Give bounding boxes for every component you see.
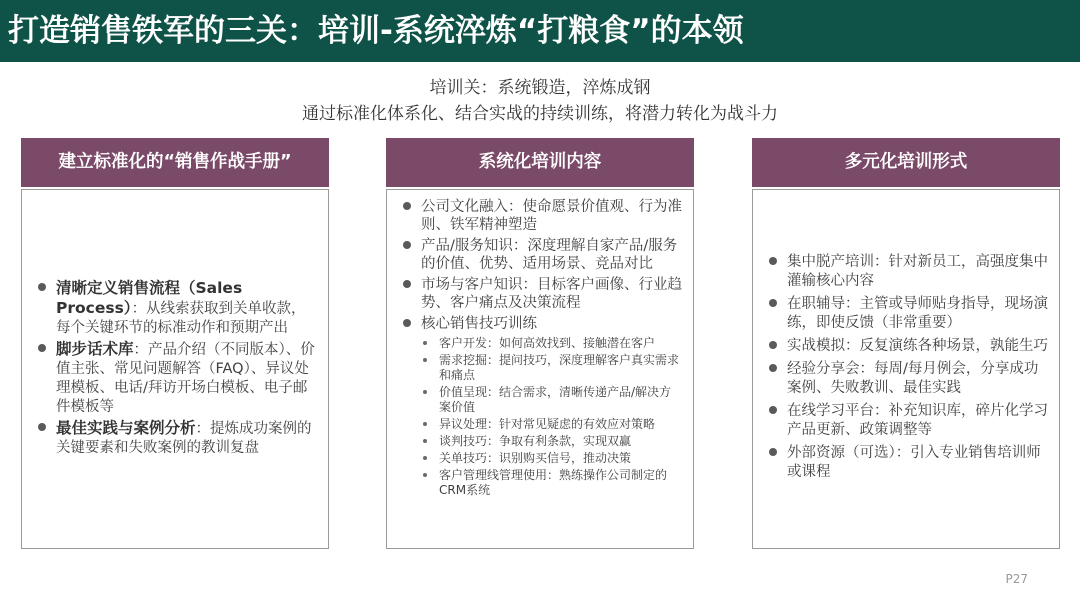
bullet-icon [769,341,777,349]
slide-title: 打造销售铁军的三关：培训-系统淬炼“打粮食”的本领 [0,0,1080,62]
column-body [752,189,1060,549]
sub-bullet-icon [423,341,427,345]
item-term: 最佳实践与案例分析 [56,418,196,437]
sub-item-text: 需求挖掘：提问技巧，深度理解客户真实需求和痛点 [439,353,680,382]
bullet-icon [403,202,411,210]
item-text: 核心销售技巧训练 [421,316,537,332]
bullet-icon [769,257,777,265]
bullet-icon [403,241,411,249]
list-item [765,295,1049,333]
column-header: 系统化培训内容 [386,138,694,187]
list-item [34,419,318,458]
item-text: 外部资源（可选）：引入专业销售培训师或课程 [787,444,1041,480]
list-item [765,337,1049,356]
item-text: 公司文化融入：使命愿景价值观、行为准则、铁军精神塑造 [421,199,682,233]
list-item [765,360,1049,398]
list-item [34,279,318,338]
bullet-list [765,253,1049,486]
bullet-icon [38,344,46,352]
subtitle-line-2: 通过标准化体系化、结合实战的持续训练，将潜力转化为战斗力 [302,104,778,124]
sub-list-item [417,353,683,383]
list-item [399,198,683,234]
sub-bullet-icon [423,456,427,460]
sub-bullet-list [417,336,683,500]
sub-list-item [417,451,683,466]
list-item [34,340,318,417]
column-sales-manual [21,138,329,549]
item-term: 脚步话术库 [56,339,134,358]
item-text: ：产品介绍（不同版本）、价值主张、常见问题解答（FAQ）、异议处理模板、电话/拜访开场白模板、电子邮件模板等 [56,341,315,415]
bullet-icon [769,406,777,414]
item-text: 经验分享会：每周/每月例会，分享成功案例、失败教训、最佳实践 [787,360,1039,396]
bullet-icon [403,319,411,327]
sub-item-text: 关单技巧：识别购买信号，推动决策 [439,451,632,465]
bullet-list [34,279,318,460]
item-text: 实战模拟：反复演练各种场景，孰能生巧 [787,337,1048,354]
sub-list-item [417,434,683,449]
sub-item-text: 价值呈现：结合需求，清晰传递产品/解决方案价值 [439,385,672,414]
column-body [21,189,329,549]
item-text: 在职辅导：主管或导师贴身指导，现场演练，即使反馈（非常重要） [787,295,1048,331]
sub-list-item [417,385,683,415]
sub-list-item [417,417,683,432]
bullet-icon [769,448,777,456]
item-text: 集中脱产培训：针对新员工，高强度集中灌输核心内容 [787,253,1048,289]
column-training-formats [752,138,1060,549]
item-text: ：提炼成功案例的关键要素和失败案例的教训复盘 [56,420,312,456]
sub-item-text: 客户开发：如何高效找到、接触潜在客户 [439,336,656,350]
item-term: 清晰定义销售流程（Sales Process） [56,278,243,317]
bullet-icon [38,423,46,431]
column-header: 多元化培训形式 [752,138,1060,187]
sub-bullet-icon [423,390,427,394]
item-text: ：从线索获取到关单收款，每个关键环节的标准动作和预期产出 [56,300,306,336]
list-item [765,444,1049,482]
list-item [399,276,683,312]
page-number: P27 [1005,572,1028,586]
sub-bullet-icon [423,358,427,362]
column-training-content [386,138,694,549]
sub-item-text: 异议处理：针对常见疑虑的有效应对策略 [439,417,656,431]
bullet-icon [403,280,411,288]
subtitle-line-1: 培训关：系统锻造，淬炼成钢 [429,78,651,98]
list-item [399,237,683,273]
bullet-list [399,198,683,336]
sub-list-item [417,336,683,351]
list-item [765,402,1049,440]
item-text: 市场与客户知识：目标客户画像、行业趋势、客户痛点及决策流程 [421,277,682,311]
sub-bullet-icon [423,422,427,426]
sub-item-text: 谈判技巧：争取有利条款，实现双赢 [439,434,632,448]
bullet-icon [38,283,46,291]
bullet-icon [769,364,777,372]
list-item [399,315,683,333]
list-item [765,253,1049,291]
sub-item-text: 客户管理线管理使用：熟练操作公司制定的CRM系统 [439,468,668,497]
sub-bullet-icon [423,439,427,443]
column-body [386,189,694,549]
item-text: 产品/服务知识：深度理解自家产品/服务的价值、优势、适用场景、竞品对比 [421,238,678,272]
bullet-icon [769,299,777,307]
sub-list-item [417,468,683,498]
item-text: 在线学习平台：补充知识库，碎片化学习产品更新、政策调整等 [787,402,1048,438]
sub-bullet-icon [423,473,427,477]
column-header: 建立标准化的“销售作战手册” [21,138,329,187]
